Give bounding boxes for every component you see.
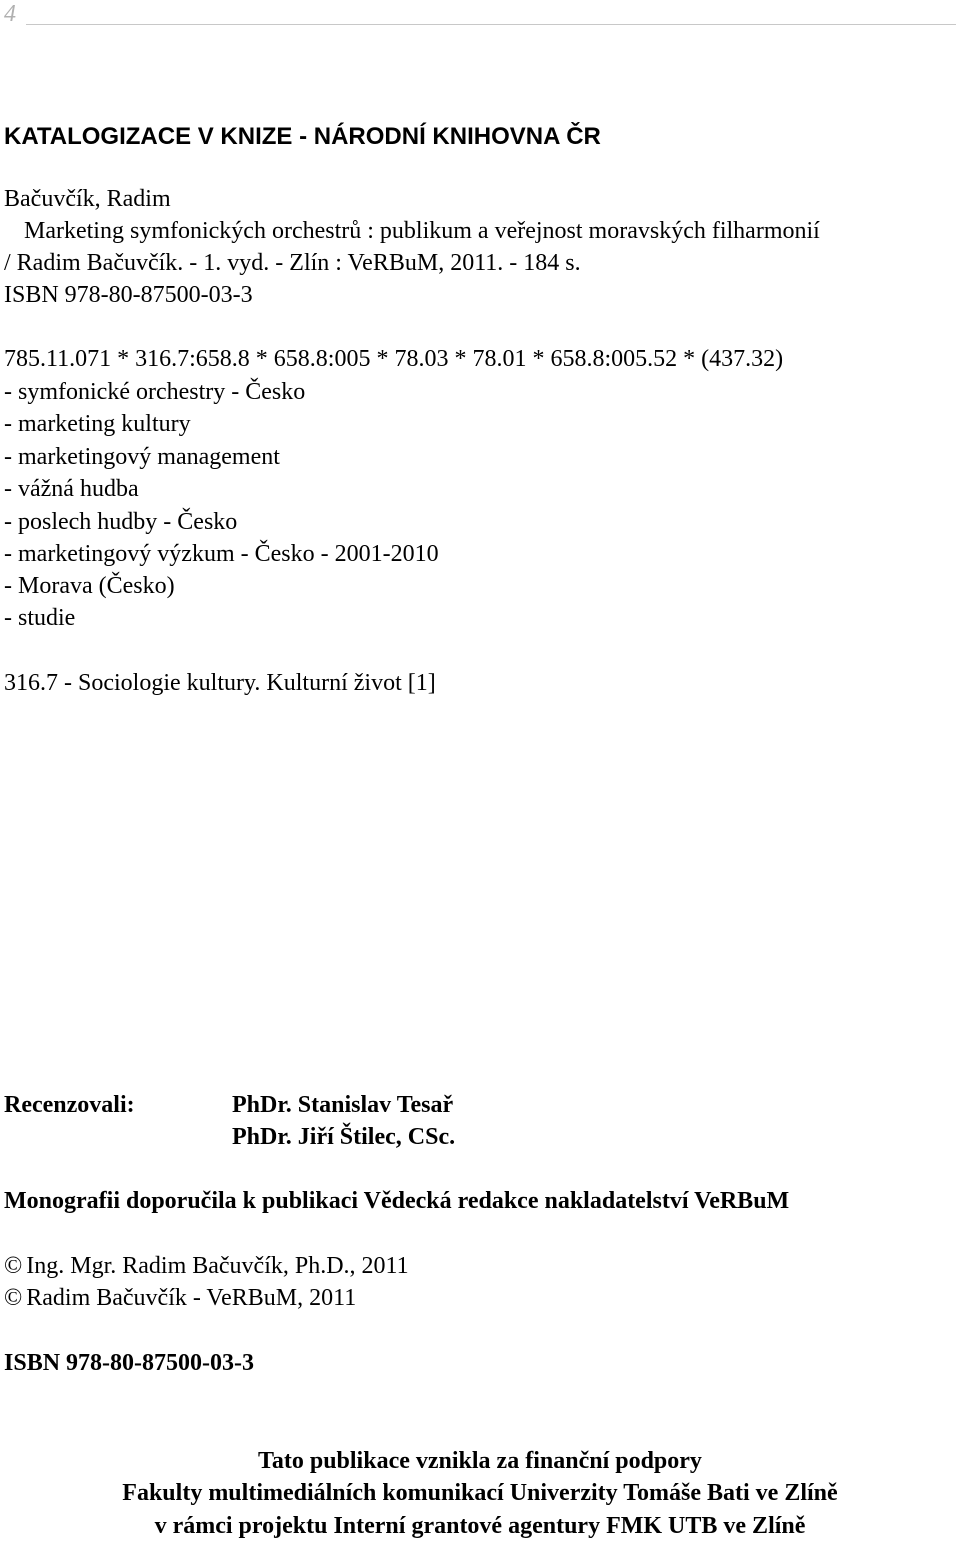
conspectus-line: 316.7 - Sociologie kultury. Kulturní život [1] bbox=[4, 670, 436, 696]
funding-line: Fakulty multimediálních komunikací Univerzity Tomáše Bati ve Zlíně bbox=[122, 1480, 838, 1506]
copyright-icon: © bbox=[4, 1253, 23, 1279]
subject-item: - marketingový výzkum - Česko - 2001-2010 bbox=[4, 541, 439, 567]
copyright-line bbox=[4, 1282, 356, 1314]
copyright-text: Radim Bačuvčík - VeRBuM, 2011 bbox=[26, 1285, 357, 1311]
subject-item: - symfonické orchestry - Česko bbox=[4, 379, 306, 405]
copyright-icon: © bbox=[4, 1285, 23, 1311]
subject-item: - poslech hudby - Česko bbox=[4, 509, 238, 535]
reviewer-name: PhDr. Jiří Štilec, CSc. bbox=[232, 1124, 456, 1150]
subject-item: - vážná hudba bbox=[4, 476, 139, 502]
catalog-title-line-1: Marketing symfonických orchestrů : publikum a veřejnost moravských filharmonií bbox=[24, 218, 820, 244]
reviewer-name: PhDr. Stanislav Tesař bbox=[232, 1092, 454, 1118]
catalog-isbn: ISBN 978-80-87500-03-3 bbox=[4, 282, 253, 308]
header-rule bbox=[26, 24, 956, 25]
catalog-heading: KATALOGIZACE V KNIZE - NÁRODNÍ KNIHOVNA ČR bbox=[4, 123, 601, 150]
page-number: 4 bbox=[4, 1, 16, 27]
funding-line: Tato publikace vznikla za finanční podpory bbox=[258, 1448, 702, 1474]
subject-item: - marketingový management bbox=[4, 444, 280, 470]
copyright-line bbox=[4, 1250, 409, 1282]
classification-line: 785.11.071 * 316.7:658.8 * 658.8:005 * 78.03 * 78.01 * 658.8:005.52 * (437.32) bbox=[4, 346, 784, 372]
recommendation-note: Monografii doporučila k publikaci Vědecká redakce nakladatelství VeRBuM bbox=[4, 1188, 790, 1214]
copyright-text: Ing. Mgr. Radim Bačuvčík, Ph.D., 2011 bbox=[26, 1253, 409, 1279]
subject-item: - studie bbox=[4, 605, 76, 631]
subject-item: - Morava (Česko) bbox=[4, 573, 175, 599]
catalog-title-line-2: / Radim Bačuvčík. - 1. vyd. - Zlín : VeRBuM, 2011. - 184 s. bbox=[4, 250, 581, 276]
isbn-statement: ISBN 978-80-87500-03-3 bbox=[4, 1350, 254, 1376]
catalog-author: Bačuvčík, Radim bbox=[4, 186, 171, 212]
reviewers-label: Recenzovali: bbox=[4, 1092, 135, 1118]
subject-item: - marketing kultury bbox=[4, 411, 191, 437]
funding-line: v rámci projektu Interní grantové agentury FMK UTB ve Zlíně bbox=[154, 1513, 806, 1539]
